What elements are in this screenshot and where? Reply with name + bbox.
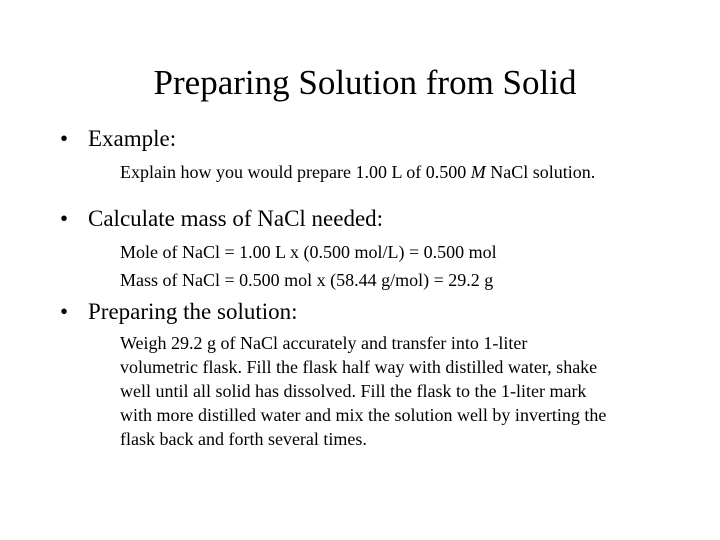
calc-line-mass: Mass of NaCl = 0.500 mol x (58.44 g/mol) = 29.2 g	[120, 270, 494, 290]
bullet-dot: •	[60, 126, 69, 151]
calc-line-mole: Mole of NaCl = 1.00 L x (0.500 mol/L) = 0.500 mol	[120, 242, 497, 262]
example-line	[120, 160, 595, 184]
slide-title: Preparing Solution from Solid	[153, 63, 577, 102]
example-text-after: NaCl solution.	[485, 162, 596, 182]
procedure-line: with more distilled water and mix the solution well by inverting the	[120, 405, 607, 425]
procedure-line: Weigh 29.2 g of NaCl accurately and transfer into 1-liter	[120, 333, 528, 353]
procedure-line: volumetric flask. Fill the flask half way with distilled water, shake	[120, 357, 598, 377]
procedure-paragraph	[120, 331, 680, 451]
bullet-preparing	[60, 298, 298, 326]
bullet-heading-example: Example:	[88, 126, 177, 151]
example-text-before: Explain how you would prepare 1.00 L of 0.500	[120, 162, 471, 182]
bullet-calculate	[60, 205, 383, 233]
bullet-heading-preparing: Preparing the solution:	[88, 299, 298, 324]
bullet-example	[60, 125, 176, 153]
bullet-heading-calculate: Calculate mass of NaCl needed:	[88, 206, 384, 231]
procedure-line: well until all solid has dissolved. Fill the flask to the 1-liter mark	[120, 381, 587, 401]
molarity-symbol: M	[470, 162, 486, 182]
procedure-line: flask back and forth several times.	[120, 429, 367, 449]
bullet-dot: •	[60, 206, 69, 231]
bullet-dot: •	[60, 299, 69, 324]
